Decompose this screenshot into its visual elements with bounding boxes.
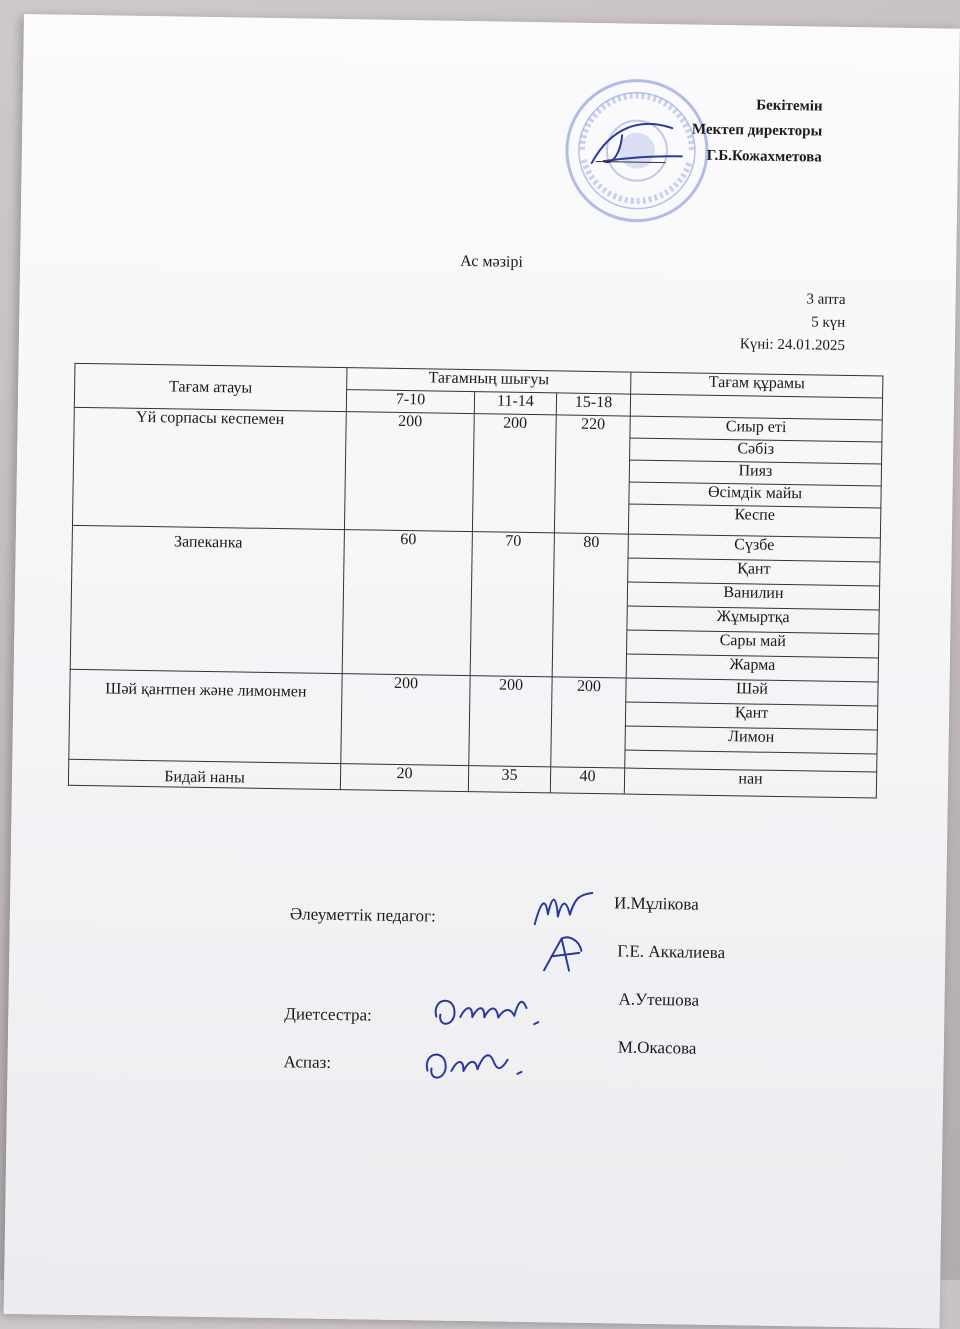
- week-label: 3 апта: [806, 291, 846, 308]
- header-dish: Тағам атауы: [74, 363, 347, 411]
- second-signature: [539, 930, 590, 981]
- dietsister-signature: [426, 986, 547, 1038]
- ingredient: нан: [624, 768, 876, 798]
- age-group-11-14: 11-14: [474, 392, 556, 415]
- dish-name: Үй сорпасы кеспемен: [72, 407, 346, 529]
- cook-label: Аспаз:: [283, 1052, 332, 1072]
- dietsister-label: Диетсестра:: [284, 1004, 373, 1025]
- yield-value: 200: [551, 677, 626, 768]
- yield-value: 200: [344, 412, 474, 532]
- social-pedagogue-label: Әлеуметтік педагог:: [289, 904, 436, 926]
- ingredient: Лимон: [625, 726, 877, 754]
- approval-line-2: Мектеп директоры: [691, 121, 823, 140]
- ingredient: Қант: [625, 702, 877, 730]
- second-name: Г.Е. Аккалиева: [617, 941, 726, 963]
- menu-table: [68, 363, 884, 799]
- social-pedagogue-name: И.Мұлікова: [613, 893, 699, 914]
- ingredient: Шәй: [626, 678, 878, 706]
- ingredient: Сәбіз: [630, 438, 882, 464]
- yield-value: 220: [554, 415, 630, 534]
- cook-name: М.Окасова: [617, 1037, 697, 1058]
- day-label: 5 күн: [811, 314, 846, 331]
- ingredient: Сүзбе: [628, 534, 880, 562]
- ingredient: Кеспе: [628, 504, 880, 538]
- age-group-7-10: 7-10: [346, 390, 474, 414]
- yield-value: 80: [552, 533, 628, 678]
- yield-value: 40: [550, 767, 624, 794]
- menu-meta: [619, 285, 846, 358]
- ingredient: Қант: [628, 558, 880, 586]
- age-group-15-18: 15-18: [556, 393, 630, 416]
- date-label: Күні: 24.01.2025: [739, 336, 846, 354]
- header-yield: Тағамның шығуы: [347, 368, 631, 394]
- approval-line-3: Г.Б.Кожахметова: [706, 147, 822, 166]
- social-pedagogue-signature: [530, 884, 601, 935]
- document-page: [4, 14, 960, 1329]
- ingredient: Сары май: [627, 630, 879, 658]
- approval-block: [582, 91, 823, 171]
- header-composition: Тағам құрамы: [631, 372, 883, 398]
- dish-name: Шәй қантпен және лимонмен: [69, 669, 342, 763]
- yield-value: 60: [342, 530, 472, 676]
- ingredient: Сиыр еті: [630, 416, 882, 442]
- ingredient: Өсімдік майы: [629, 482, 881, 508]
- ingredient: Пияз: [629, 460, 881, 486]
- yield-value: 20: [340, 764, 468, 792]
- ingredient: Ванилин: [627, 582, 879, 610]
- ingredient: Жарма: [626, 654, 878, 682]
- dish-name: Запеканка: [70, 525, 344, 673]
- approval-line-1: Бекітемін: [756, 97, 823, 115]
- cook-signature: [417, 1038, 538, 1090]
- dish-name: Бидай наны: [68, 759, 340, 789]
- dietsister-name: А.Утешова: [618, 989, 700, 1010]
- yield-value: 35: [468, 766, 550, 793]
- yield-value: 200: [472, 414, 556, 533]
- yield-value: 200: [341, 674, 470, 766]
- yield-value: 200: [469, 676, 552, 767]
- page-title: Ас мәзірі: [460, 252, 523, 271]
- yield-value: 70: [470, 532, 554, 677]
- ingredient: Жұмыртқа: [627, 606, 879, 634]
